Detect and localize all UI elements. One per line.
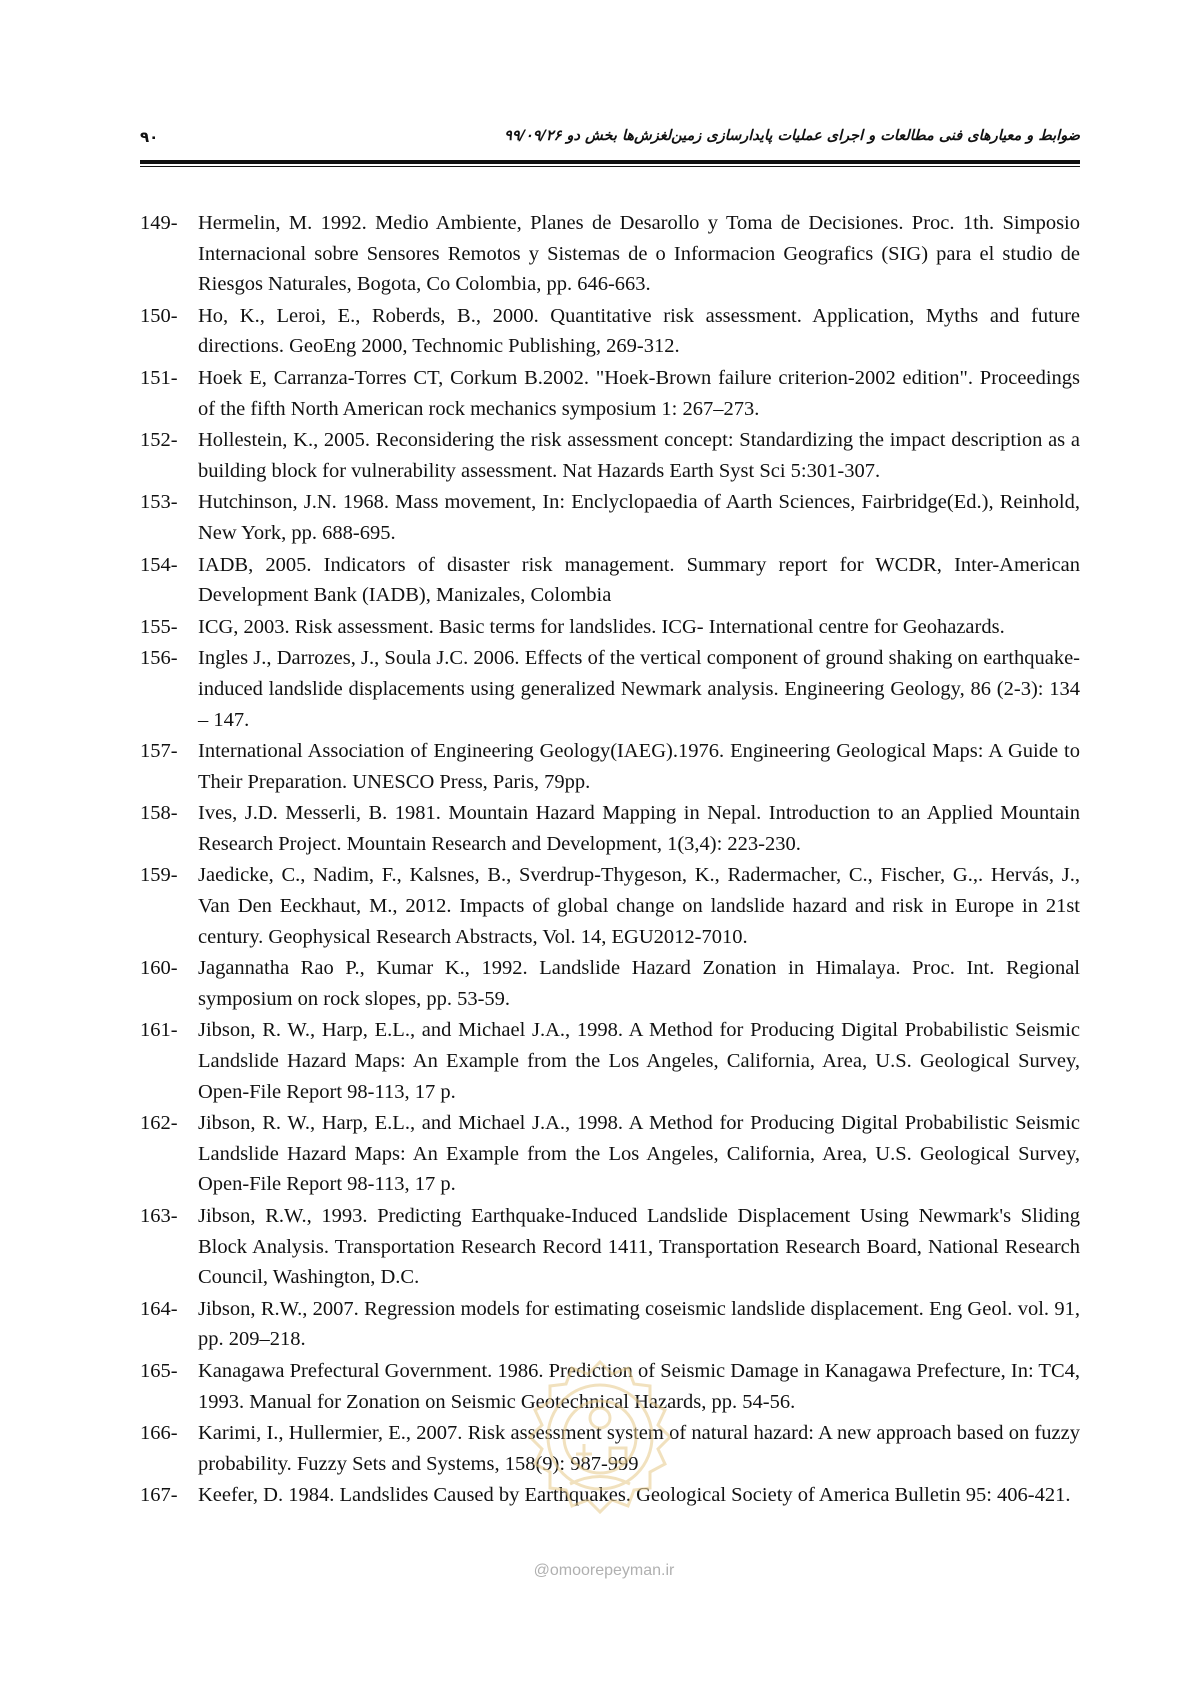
- reference-text: Jibson, R. W., Harp, E.L., and Michael J.A., 1998. A Method for Producing Digital Probabilistic Seismic Landslide Hazard Maps: An Example from the Los Angeles, California, Area, U.S. Geological Survey, Open-File Report 98-113, 17 p.: [198, 1112, 1080, 1196]
- reference-item: [140, 487, 1080, 548]
- reference-number: 150-: [140, 304, 178, 327]
- watermark-seal: [530, 1362, 670, 1512]
- reference-item: [140, 208, 1080, 300]
- header-rule-thick: [140, 160, 1080, 164]
- reference-item: [140, 860, 1080, 952]
- reference-text: ICG, 2003. Risk assessment. Basic terms for landslides. ICG- International centre for Geohazards.: [198, 615, 1005, 638]
- reference-text: IADB, 2005. Indicators of disaster risk management. Summary report for WCDR, Inter-American Development Bank (IADB), Manizales, Colombia: [198, 553, 1080, 607]
- reference-item: [140, 643, 1080, 735]
- reference-number: 155-: [140, 615, 178, 638]
- reference-number: 162-: [140, 1112, 178, 1135]
- reference-text: Keefer, D. 1984. Landslides Caused by Earthquakes. Geological Society of America Bulletin 95: 406-421.: [198, 1484, 1071, 1507]
- reference-number: 152-: [140, 429, 178, 452]
- reference-text: Jaedicke, C., Nadim, F., Kalsnes, B., Sverdrup-Thygeson, K., Radermacher, C., Fischer, G.,. Hervás, J., Van Den Eeckhaut, M., 2012. Impacts of global change on landslide hazard and risk in Europe in 21st century. Geophysical Research Abstracts, Vol. 14, EGU2012-7010.: [198, 864, 1080, 948]
- reference-number: 163-: [140, 1205, 178, 1227]
- reference-text: Hermelin, M. 1992. Medio Ambiente, Planes de Desarollo y Toma de Decisiones. Proc. 1th. Simposio Internacional sobre Sensores Remotos y Sistemas de o Informacion Geografics (SIG) para el studio de Riesgos Naturales, Bogota, Co Colombia, pp. 646-663.: [198, 212, 1080, 296]
- header-rule-thin: [140, 166, 1080, 167]
- reference-number: 153-: [140, 491, 178, 514]
- watermark-seal-icon: [500, 1344, 700, 1544]
- reference-number: 156-: [140, 647, 178, 670]
- reference-number: 166-: [140, 1422, 178, 1445]
- reference-number: 158-: [140, 802, 178, 825]
- reference-item: [140, 798, 1080, 859]
- reference-text: Ives, J.D. Messerli, B. 1981. Mountain Hazard Mapping in Nepal. Introduction to an Applied Mountain Research Project. Mountain Research and Development, 1(3,4): 223-230.: [198, 802, 1080, 855]
- reference-number: 160-: [140, 957, 178, 980]
- reference-item: [140, 1108, 1080, 1200]
- reference-number: 164-: [140, 1297, 178, 1320]
- reference-text: Hoek E, Carranza-Torres CT, Corkum B.2002. "Hoek-Brown failure criterion-2002 edition". Proceedings of the fifth North American rock mechanics symposium 1: 267–273.: [198, 366, 1080, 420]
- reference-number: 165-: [140, 1359, 178, 1382]
- reference-text: Hollestein, K., 2005. Reconsidering the risk assessment concept: Standardizing the impact description as a building block for vulnerability assessment. Nat Hazards Earth Syst Sci 5:301-307.: [198, 429, 1080, 482]
- reference-number: 151-: [140, 366, 178, 389]
- reference-number: 161-: [140, 1019, 178, 1042]
- reference-number: 157-: [140, 740, 178, 763]
- reference-number: 154-: [140, 553, 178, 576]
- page-number: ۹۰: [140, 128, 159, 146]
- reference-item: [140, 1015, 1080, 1107]
- reference-item: [140, 425, 1080, 486]
- reference-text: International Association of Engineering Geology(IAEG).1976. Engineering Geological Maps: A Guide to Their Preparation. UNESCO Press, Paris, 79pp.: [198, 740, 1080, 793]
- reference-text: Jibson, R. W., Harp, E.L., and Michael J.A., 1998. A Method for Producing Digital Probabilistic Seismic Landslide Hazard Maps: An Example from the Los Angeles, California, Area, U.S. Geological Survey, Open-File Report 98-113, 17 p.: [198, 1019, 1080, 1103]
- watermark-site-text: @omoorepeyman.ir: [533, 1562, 675, 1579]
- reference-item: [140, 736, 1080, 797]
- reference-item: [140, 1201, 1080, 1293]
- reference-text: Karimi, I., Hullermier, E., 2007. Risk assessment system of natural hazard: A new approach based on fuzzy probability. Fuzzy Sets and Systems, 158(9): 987-999: [198, 1422, 1080, 1475]
- reference-text: Hutchinson, J.N. 1968. Mass movement, In: Enclyclopaedia of Aarth Sciences, Fairbridge(Ed.), Reinhold, New York, pp. 688-695.: [198, 491, 1080, 544]
- reference-item: [140, 363, 1080, 424]
- reference-text: Ingles J., Darrozes, J., Soula J.C. 2006. Effects of the vertical component of ground shaking on earthquake-induced landslide displacements using generalized Newmark analysis. Engineering Geology, 86 (2-3): 134 – 147.: [198, 647, 1080, 731]
- reference-item: [140, 612, 1080, 643]
- reference-text: Jibson, R.W., 1993. Predicting Earthquake-Induced Landslide Displacement Using Newmark's Sliding Block Analysis. Transportation Research Record 1411, Transportation Research Board, National Research Council, Washington, D.C.: [198, 1205, 1080, 1289]
- reference-text: Kanagawa Prefectural Government. 1986. Prediction of Seismic Damage in Kanagawa Prefecture, In: TC4, 1993. Manual for Zonation on Seismic Geotechnical Hazards, pp. 54-56.: [198, 1359, 1080, 1413]
- reference-item: [140, 953, 1080, 1014]
- page-header: [140, 128, 1080, 158]
- reference-number: 167-: [140, 1484, 178, 1507]
- reference-text: Jibson, R.W., 2007. Regression models for estimating coseismic landslide displacement. Eng Geol. vol. 91, pp. 209–218.: [198, 1297, 1080, 1351]
- header-title: ضوابط و معیارهای فنی مطالعات و اجرای عملیات پایدارسازی زمین‌لغزش‌ها بخش دو ۹۹/۰۹/۲۶: [504, 128, 1080, 144]
- reference-number: 149-: [140, 212, 178, 234]
- reference-item: [140, 550, 1080, 611]
- reference-text: Ho, K., Leroi, E., Roberds, B., 2000. Quantitative risk assessment. Application, Myths and future directions. GeoEng 2000, Technomic Publishing, 269-312.: [198, 304, 1080, 358]
- reference-item: [140, 301, 1080, 362]
- reference-number: 159-: [140, 864, 178, 887]
- reference-list: [140, 208, 1080, 1512]
- reference-text: Jagannatha Rao P., Kumar K., 1992. Landslide Hazard Zonation in Himalaya. Proc. Int. Regional symposium on rock slopes, pp. 53-59.: [198, 957, 1080, 1010]
